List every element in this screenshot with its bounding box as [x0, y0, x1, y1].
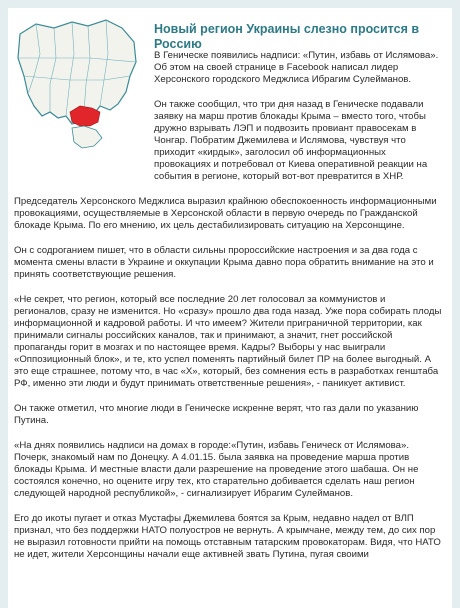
article-paragraph-7: «На днях появились надписи на домах в городе:«Путин, избавь Геническ от Ислямова». Почерк, знакомый нам по Донецку. А 4.01.15. была заявка на проведение марша против блокады Крыма. И местные власти дали разрешение на проведение этого шабаша. Он не состоялся конечно, но оцените игру тех, кто старательно добивается сделать наш регион следующей народной республикой», - сигнализирует Ибрагим Сулейманов. [14, 440, 419, 499]
article-paragraph-6: Он также отметил, что многие люди в Геническе искренне верят, что газ дали по указанию Путина. [14, 403, 419, 426]
article-paragraph-5: «Не секрет, что регион, который все последние 20 лет голосовал за коммунистов и регионалов, сразу не изменится. Но «сразу» прошло два года назад. Уже пора собирать плоды информационной и кадровой работы. И что имеем? Жители приграничной территории, как принимали сигналы российских каналов, так и принимают, а значит, гнет российской пропаганды горит в мозгах и по настоящее время. Кадры? Выборы у нас выиграли «Оппозиционный блок», и те, кто успел поменять партийный билет ПР на более выгодный. А это еще страшнее, потому что, в час «Х», который, без сомнения есть в разработках генштаба РФ, именно эти люди и будут принимать ответственные решения», - паникует активист. [14, 294, 442, 389]
article-title: Новый регион Украины слезно просится в Россию [154, 22, 420, 51]
article-paragraph-3: Председатель Херсонского Меджлиса выразил крайнюю обеспокоенность информационными провокациями, осуществляемые в Херсонской области в первую очередь по Гражданской блокаде Крыма. По его мнению, их цель дестабилизировать ситуацию на Херсонщине. [14, 196, 437, 231]
article-paragraph-4: Он с содроганием пишет, что в области сильны пророссийские настроения и за два года с момента смены власти в Украине и оккупации Крыма давно пора обратить внимание на это и принять соответствующие решения. [14, 245, 434, 280]
article-paragraph-2: Он также сообщил, что три дня назад в Геническе подавали заявку на марш против блокады Крыма – вместо того, чтобы дружно взрывать ЛЭП и подвозить провиант правосекам в Чонгар. Побратим Джемилева и Ислямова, чувствуя что приходит «кирдык», заголосил об информационных провокациях и потребовал от Киева оперативной реакции на события в регионе, который вот-вот превратится в ХНР. [154, 99, 428, 182]
article-body [14, 50, 442, 574]
article-card [8, 8, 452, 608]
article-paragraph-1: В Геническе появились надписи: «Путин, избавь от Ислямова». Об этом на своей странице в Facebook написал лидер Херсонского городского Меджлиса Ибрагим Сулейманов. [154, 50, 439, 85]
article-paragraph-8: Его до икоты пугает и отказ Мустафы Джемилева боятся за Крым, недавно надел от ВЛП признал, что без поддержки НАТО полуостров не вернуть. А крымчане, между тем, до сих пор не выразил готовности прийти на помощь отставным татарским провокаторам. Видя, что НАТО не идет, жители Херсонщины начали еще активней звать Путина, пугая своими [14, 513, 441, 560]
